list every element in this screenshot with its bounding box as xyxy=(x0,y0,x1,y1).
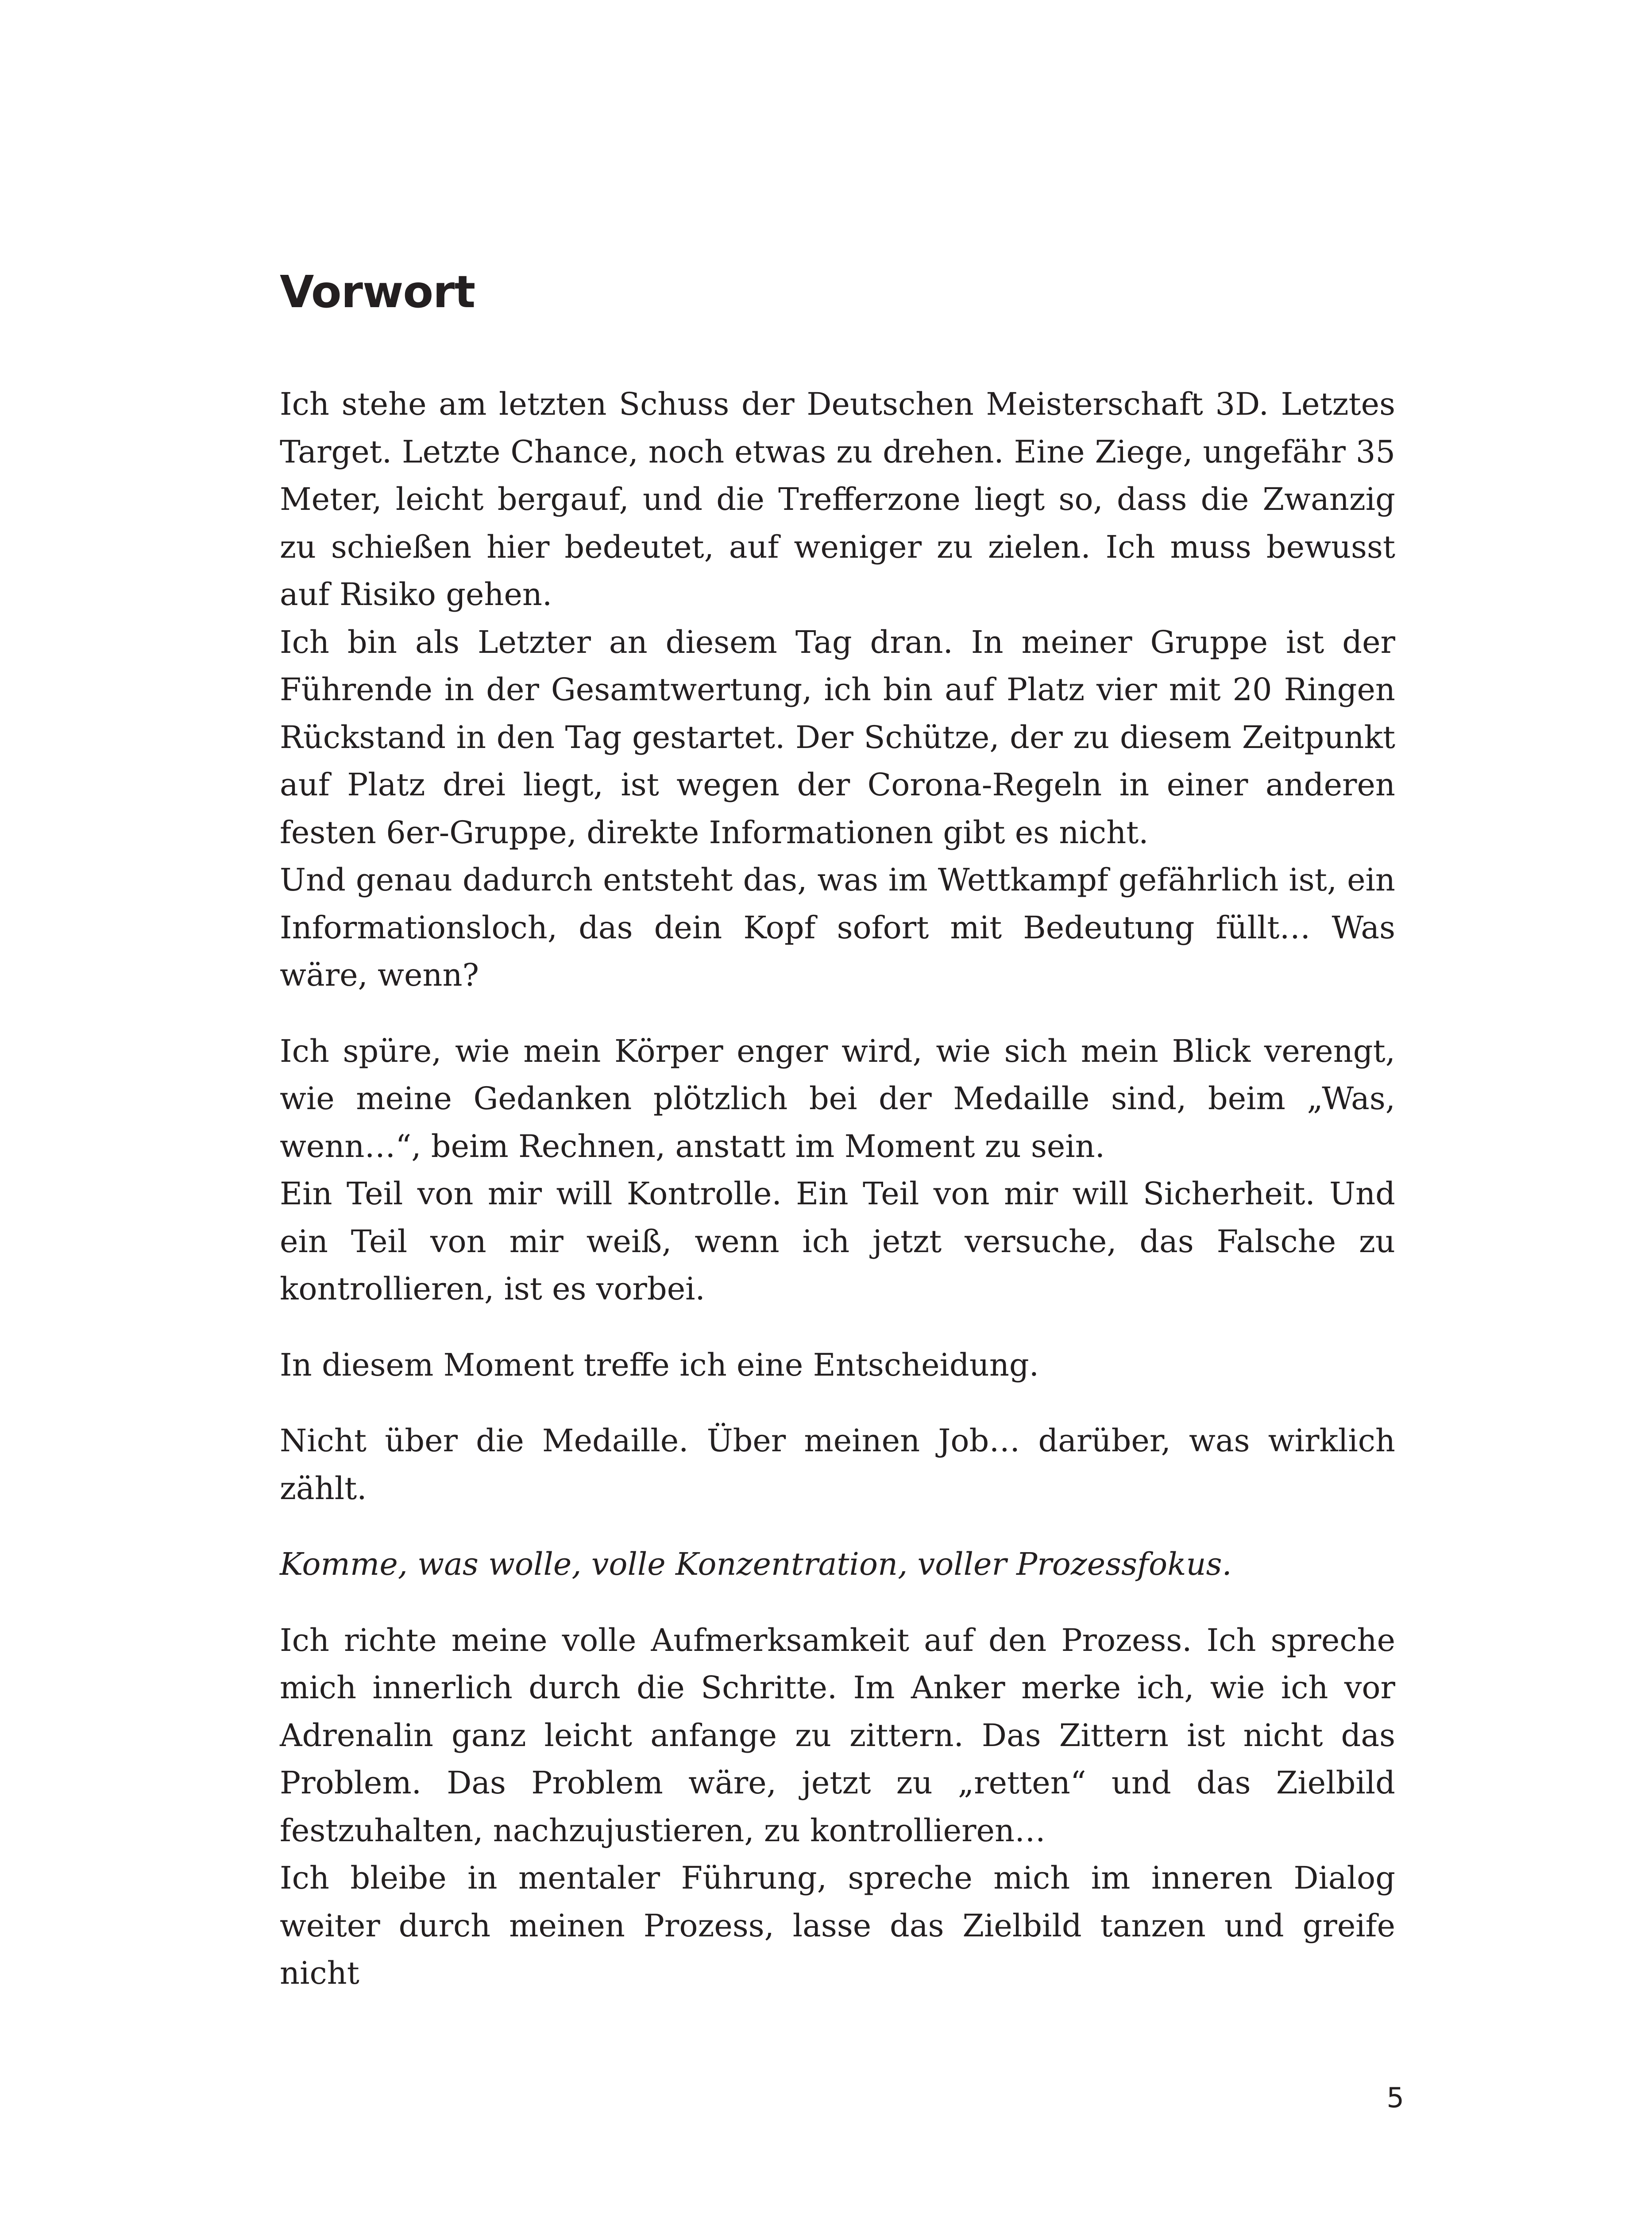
paragraph: Ich bin als Letzter an diesem Tag dran. In meiner Gruppe ist der Führende in der Gesamtwertung, ich bin auf Platz vier mit 20 Ringen Rückstand in den Tag gestartet. Der Schütze, der zu diesem Zeitpunkt auf Platz drei liegt, ist wegen der Corona-Regeln in einer anderen festen 6er-Gruppe, direkte Informationen gibt es nicht. xyxy=(280,624,1395,851)
paragraph: Ich bleibe in mentaler Führung, spreche mich im inneren Dialog weiter durch meinen Prozess, lasse das Zielbild tanzen und greife nicht xyxy=(280,1860,1395,1991)
paragraph: Nicht über die Medaille. Über meinen Job… darüber, was wirklich zählt. xyxy=(280,1423,1395,1507)
body-text xyxy=(280,381,1395,1997)
paragraph: Und genau dadurch entsteht das, was im Wettkampf gefährlich ist, ein Informationsloch, das dein Kopf sofort mit Bedeutung füllt… Was wäre, wenn? xyxy=(280,862,1395,993)
page-number: 5 xyxy=(1386,2082,1404,2114)
italic-paragraph: Komme, was wolle, volle Konzentration, voller Prozessfokus. xyxy=(280,1546,1232,1582)
paragraph: In diesem Moment treffe ich eine Entscheidung. xyxy=(280,1346,1039,1383)
paragraph: Ich stehe am letzten Schuss der Deutschen Meisterschaft 3D. Letztes Target. Letzte Chance, noch etwas zu drehen. Eine Ziege, ungefähr 35 Meter, leicht bergauf, und die Trefferzone liegt so, dass die Zwanzig zu schießen hier bedeutet, auf weniger zu zielen. Ich muss bewusst auf Risiko gehen. xyxy=(280,386,1395,613)
paragraph: Ich spüre, wie mein Körper enger wird, wie sich mein Blick verengt, wie meine Gedanken plötzlich bei der Medaille sind, beim „Was, wenn…“, beim Rechnen, anstatt im Moment zu sein. xyxy=(280,1033,1395,1164)
paragraph: Ein Teil von mir will Kontrolle. Ein Teil von mir will Sicherheit. Und ein Teil von mir weiß, wenn ich jetzt versuche, das Falsche zu kontrollieren, ist es vorbei. xyxy=(280,1176,1395,1307)
chapter-heading: Vorwort xyxy=(280,266,475,318)
paragraph: Ich richte meine volle Aufmerksamkeit auf den Prozess. Ich spreche mich innerlich durch die Schritte. Im Anker merke ich, wie ich vor Adrenalin ganz leicht anfange zu zittern. Das Zittern ist nicht das Problem. Das Problem wäre, jetzt zu „retten“ und das Zielbild festzuhalten, nachzujustieren, zu kontrollieren… xyxy=(280,1622,1395,1849)
